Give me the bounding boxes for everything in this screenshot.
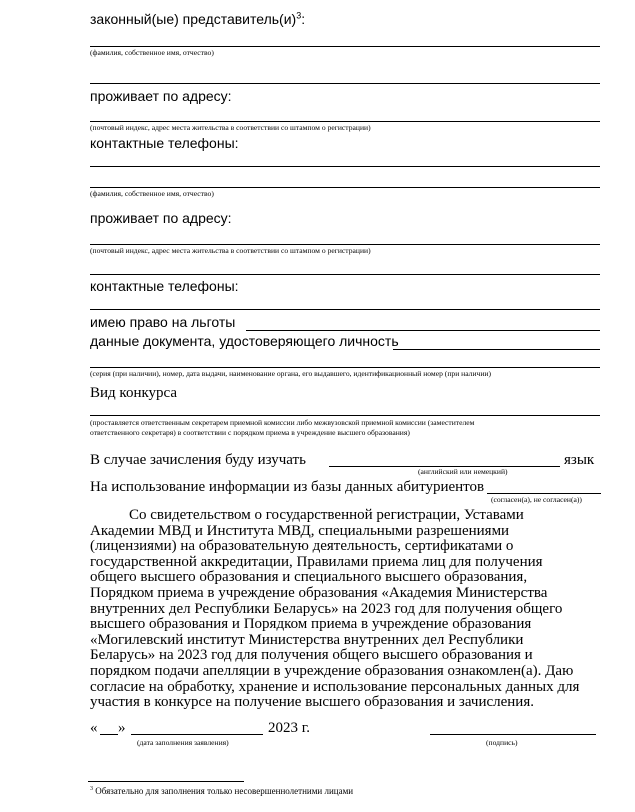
id-document-field[interactable]: [393, 349, 600, 350]
statement-line: Академии МВД и Института МВД, специальными разрешениями: [90, 522, 510, 539]
contest-type-hint-line1: (проставляется ответственным секретарем приемной комиссии либо межвузовской приемной комиссии (заместителем: [90, 418, 475, 427]
statement-line: Порядком приема в учреждение образования «Академия Министерства: [90, 584, 548, 601]
statement-line: «Могилевский институт Министерства внутренних дел Республики: [90, 631, 524, 648]
legal-representative-label: законный(ые) $представитель(и)^3$:: [90, 10, 306, 27]
date-quote-open: «: [90, 720, 98, 736]
rep1-phones-label: контактные телефоны:: [90, 135, 239, 151]
id-document-label: данные документа, удостоверяющего личность: [90, 333, 399, 349]
language-hint: (английский или немецкий): [418, 467, 508, 476]
rep2-address-field-line2[interactable]: [90, 274, 600, 275]
statement-line: Беларусь» на 2023 год для получения общего высшего образования и: [90, 647, 533, 664]
statement-line: (лицензиями) на образовательную деятельность, сертификатами о: [90, 538, 514, 555]
statement-line: согласие на обработку, хранение и использование персональных данных для: [90, 678, 580, 695]
id-document-hint: (серия (при наличии), номер, дата выдачи, наименование органа, его выдавшего, идентификационный номер (при наличии): [90, 369, 491, 378]
footnote-text: Обязательно для заполнения только несовершеннолетними лицами: [95, 786, 354, 796]
rep1-address-field[interactable]: [90, 121, 600, 122]
contest-type-field[interactable]: [90, 415, 600, 416]
signature-hint: (подпись): [486, 738, 518, 747]
consent-statement: [90, 508, 602, 711]
signature-field[interactable]: [430, 734, 596, 735]
rep2-address-field[interactable]: [90, 244, 600, 245]
statement-line: внутренних дел Республики Беларусь» на 2023 год для получения общего: [90, 600, 563, 617]
database-consent-field[interactable]: [487, 493, 601, 494]
statement-line: Со свидетельством о государственной регистрации, Уставами: [129, 507, 524, 523]
rep1-name-field[interactable]: [90, 46, 600, 47]
rep1-address-label: проживает по адресу:: [90, 88, 232, 104]
date-day-field[interactable]: [100, 734, 118, 735]
date-quote-close: »: [118, 720, 126, 736]
benefits-field[interactable]: [246, 330, 600, 331]
rep2-phones-field[interactable]: [90, 309, 600, 310]
date-year: 2023 г.: [268, 720, 310, 736]
rep2-phones-label: контактные телефоны:: [90, 278, 239, 294]
date-hint: (дата заполнения заявления): [137, 738, 229, 747]
footnote-reference: 3: [296, 10, 302, 21]
contest-type-hint-line2: ответственного секретаря) в соответствии с порядком приема в учреждение высшего образования): [90, 428, 410, 437]
rep2-address-hint: (почтовый индекс, адрес места жительства в соответствии со штампом о регистрации): [90, 246, 371, 255]
rep2-address-label: проживает по адресу:: [90, 210, 232, 226]
footnote-mark: 3: [90, 786, 93, 792]
statement-line: государственной аккредитации, Правилами приема лиц для получения: [90, 553, 543, 570]
statement-line: высшего образования и Порядком приема в учреждение образования: [90, 616, 532, 633]
rep2-name-field[interactable]: [90, 187, 600, 188]
rep1-name-field-line2[interactable]: [90, 83, 600, 84]
benefits-label: имею право на льготы: [90, 314, 236, 330]
id-document-field-line2[interactable]: [90, 367, 600, 368]
statement-line: общего высшего образования и специального высшего образования,: [90, 569, 528, 586]
statement-line: порядком подачи апелляции в учреждение образования ознакомлен(а). Даю: [90, 662, 574, 679]
rep1-name-hint: (фамилия, собственное имя, отчество): [90, 48, 214, 57]
language-label: В случае зачисления буду изучать: [90, 452, 306, 468]
rep1-phones-field[interactable]: [90, 166, 600, 167]
statement-line: участия в конкурсе на получение высшего образования и зачисления.: [90, 694, 534, 711]
language-suffix: язык: [564, 452, 595, 468]
database-consent-hint: (согласен(а), не согласен(а)): [491, 495, 582, 504]
date-month-field[interactable]: [131, 734, 263, 735]
footnote: [90, 786, 353, 796]
database-consent-label: На использование информации из базы данных абитуриентов: [90, 479, 485, 495]
contest-type-label: Вид конкурса: [90, 385, 178, 401]
rep1-address-hint: (почтовый индекс, адрес места жительства в соответствии со штампом о регистрации): [90, 123, 371, 132]
footnote-separator: [88, 781, 244, 782]
rep2-name-hint: (фамилия, собственное имя, отчество): [90, 189, 214, 198]
